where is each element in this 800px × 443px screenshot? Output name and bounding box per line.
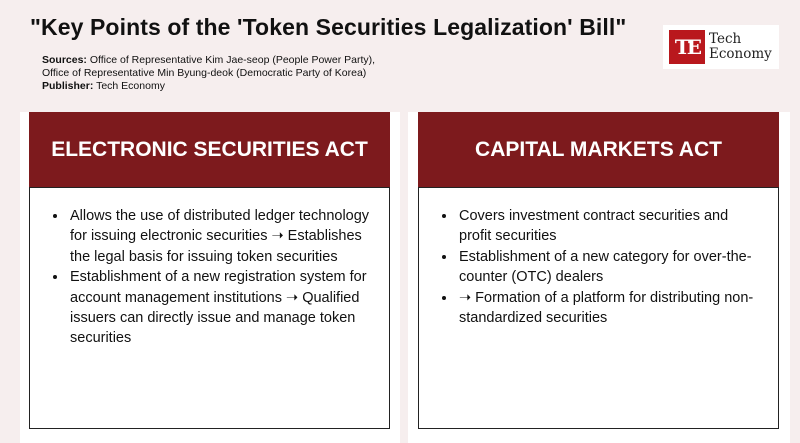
list-item: • ➝ Formation of a platform for distributing non-standardized securities xyxy=(457,288,764,329)
header xyxy=(0,0,800,112)
list-item: • Establishment of a new category for over-the-counter (OTC) dealers xyxy=(457,247,764,288)
logo-text xyxy=(709,32,772,62)
panel-body xyxy=(418,187,779,429)
tech-economy-logo xyxy=(663,25,779,69)
logo-line-2: Economy xyxy=(709,46,772,62)
logo-line-1: Tech xyxy=(709,31,742,47)
sources-line-2: Office of Representative Min Byung-deok (Democratic Party of Korea) xyxy=(42,67,367,79)
panel-heading: ELECTRONIC SECURITIES ACT xyxy=(29,112,390,187)
publisher-value: Tech Economy xyxy=(96,80,165,92)
source-info xyxy=(42,54,375,93)
sources-line-1: Office of Representative Kim Jae-seop (People Power Party), xyxy=(89,54,376,66)
list-item: • Establishment of a new registration system for account management institutions ➝ Qualified issuers can directly issue and manage token securities xyxy=(68,267,375,349)
panel-body xyxy=(29,187,390,429)
logo-mark-icon: TE xyxy=(669,30,705,64)
list-item: • Covers investment contract securities and profit securities xyxy=(457,206,764,247)
list-item: • Allows the use of distributed ledger technology for issuing electronic securities ➝ Establishes the legal basis for issuing token securities xyxy=(68,206,375,267)
page-title: "Key Points of the 'Token Securities Legalization' Bill" xyxy=(30,14,627,40)
point-list xyxy=(457,206,764,328)
publisher-label: Publisher: xyxy=(42,80,94,92)
panel-heading: CAPITAL MARKETS ACT xyxy=(418,112,779,187)
point-list xyxy=(68,206,375,349)
sources-label: Sources: xyxy=(42,54,87,66)
